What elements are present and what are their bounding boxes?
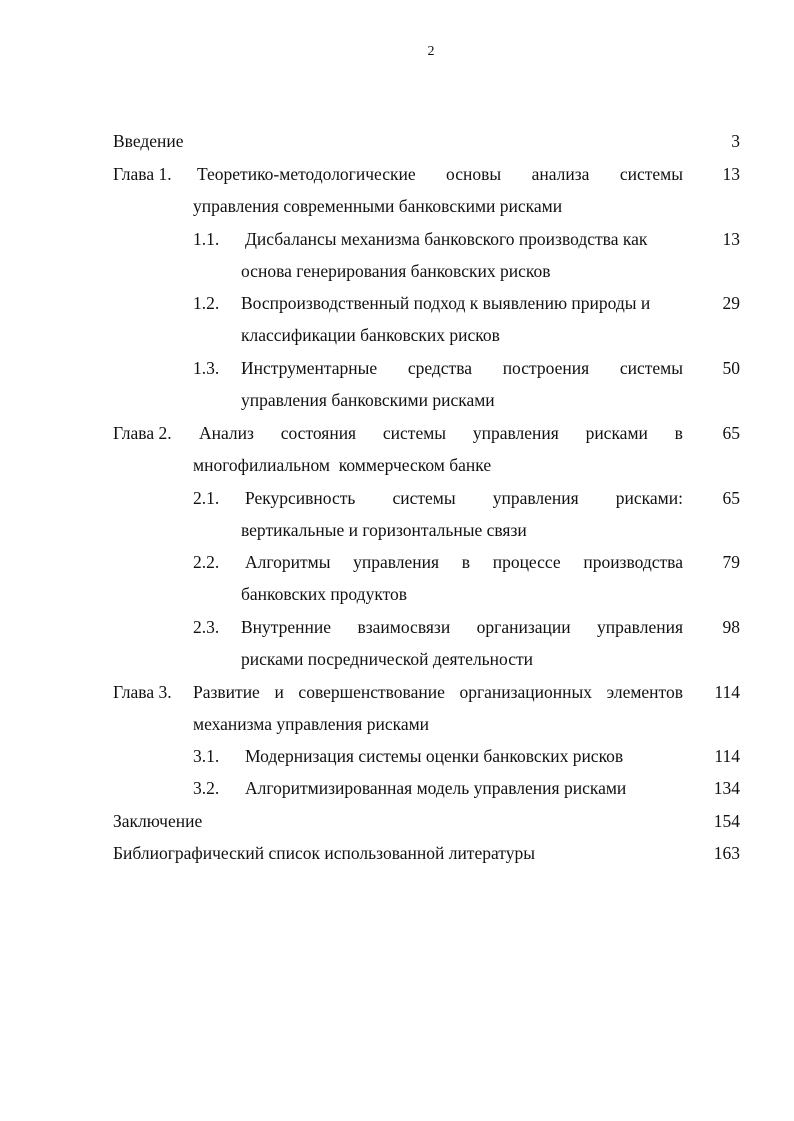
toc-ch1-title-line2: управления современными банковскими рисками — [193, 196, 563, 216]
toc-s23-num: 2.3. — [193, 617, 220, 637]
toc-s12-line2: классификации банковских рисков — [241, 325, 500, 345]
toc-s31-page: 114 — [714, 746, 740, 766]
word: управления — [353, 552, 440, 572]
toc-s23-line1 — [241, 615, 683, 639]
toc-ch1-label: Глава 1. — [113, 164, 172, 184]
toc-s22-line1 — [245, 550, 683, 574]
toc-ch2-label: Глава 2. — [113, 423, 172, 443]
word: организации — [476, 617, 571, 637]
toc-s21-line1 — [245, 486, 683, 510]
word: управления — [597, 617, 683, 637]
word: Рекурсивность — [245, 488, 356, 508]
toc-ch3-title-line2: механизма управления рисками — [193, 714, 430, 734]
word: совершенствование — [298, 682, 445, 702]
word: анализа — [531, 164, 590, 184]
toc-s32-title: Алгоритмизированная модель управления рисками — [245, 778, 627, 798]
word: средства — [407, 358, 473, 378]
word: Внутренние — [241, 617, 332, 637]
toc-s11-line2: основа генерирования банковских рисков — [241, 261, 551, 281]
toc-s23-line2: рисками посреднической деятельности — [241, 649, 533, 669]
toc-ch2-title-line1 — [199, 421, 683, 445]
word: Алгоритмы — [245, 552, 331, 572]
toc-ch3-title-line1 — [193, 680, 683, 704]
word: системы — [619, 164, 683, 184]
word: Инструментарные — [241, 358, 378, 378]
toc-s31-title: Модернизация системы оценки банковских рисков — [245, 746, 624, 766]
toc-ch1-page: 13 — [722, 164, 740, 184]
toc-s22-num: 2.2. — [193, 552, 220, 572]
toc-s22-page: 79 — [722, 552, 740, 572]
toc-s12-page: 29 — [722, 293, 740, 313]
word: организационных — [459, 682, 593, 702]
word: управления — [492, 488, 579, 508]
word: производства — [583, 552, 683, 572]
word: построения — [502, 358, 590, 378]
toc-s12-line1: Воспроизводственный подход к выявлению природы и — [241, 293, 651, 313]
toc-s23-page: 98 — [722, 617, 740, 637]
toc-s21-page: 65 — [722, 488, 740, 508]
toc-conclusion-title: Заключение — [113, 811, 203, 831]
toc-s13-line2: управления банковскими рисками — [241, 390, 495, 410]
page-number: 2 — [427, 44, 435, 59]
word: Теоретико-методологические — [197, 164, 416, 184]
word: системы — [392, 488, 456, 508]
word: рисками: — [615, 488, 683, 508]
toc-s11-page: 13 — [722, 229, 740, 249]
word: процессе — [492, 552, 561, 572]
toc-s31-num: 3.1. — [193, 746, 220, 766]
word: системы — [619, 358, 683, 378]
toc-ch3-label: Глава 3. — [113, 682, 172, 702]
word: рисками — [585, 423, 648, 443]
toc-ch2-title-line2: многофилиальном коммерческом банке — [193, 455, 492, 475]
toc-bibliography-page: 163 — [713, 843, 740, 863]
toc-ch2-page: 65 — [722, 423, 740, 443]
word: в — [674, 423, 683, 443]
word: управления — [472, 423, 559, 443]
word: основы — [446, 164, 502, 184]
word: в — [461, 552, 471, 572]
toc-s13-line1 — [241, 356, 683, 380]
toc-s13-num: 1.3. — [193, 358, 220, 378]
toc-s11-num: 1.1. — [193, 229, 220, 249]
toc-bibliography-title: Библиографический список использованной литературы — [113, 843, 535, 863]
toc-s21-num: 2.1. — [193, 488, 220, 508]
toc-s21-line2: вертикальные и горизонтальные связи — [241, 520, 527, 540]
word: системы — [382, 423, 447, 443]
toc-intro-page: 3 — [731, 131, 740, 151]
toc-s32-page: 134 — [713, 778, 740, 798]
toc-s22-line2: банковских продуктов — [241, 584, 408, 604]
toc-s13-page: 50 — [722, 358, 740, 378]
toc-s12-num: 1.2. — [193, 293, 220, 313]
word: элементов — [606, 682, 683, 702]
word: и — [274, 682, 284, 702]
word: Развитие — [193, 682, 260, 702]
toc-conclusion-page: 154 — [713, 811, 740, 831]
toc-ch3-page: 114 — [714, 682, 740, 702]
word: Анализ — [199, 423, 254, 443]
toc-intro-title: Введение — [113, 131, 184, 151]
toc-s32-num: 3.2. — [193, 778, 220, 798]
word: взаимосвязи — [357, 617, 451, 637]
word: состояния — [280, 423, 357, 443]
toc-s11-line1: Дисбалансы механизма банковского производства как — [245, 229, 648, 249]
toc-ch1-title-line1 — [197, 162, 683, 186]
